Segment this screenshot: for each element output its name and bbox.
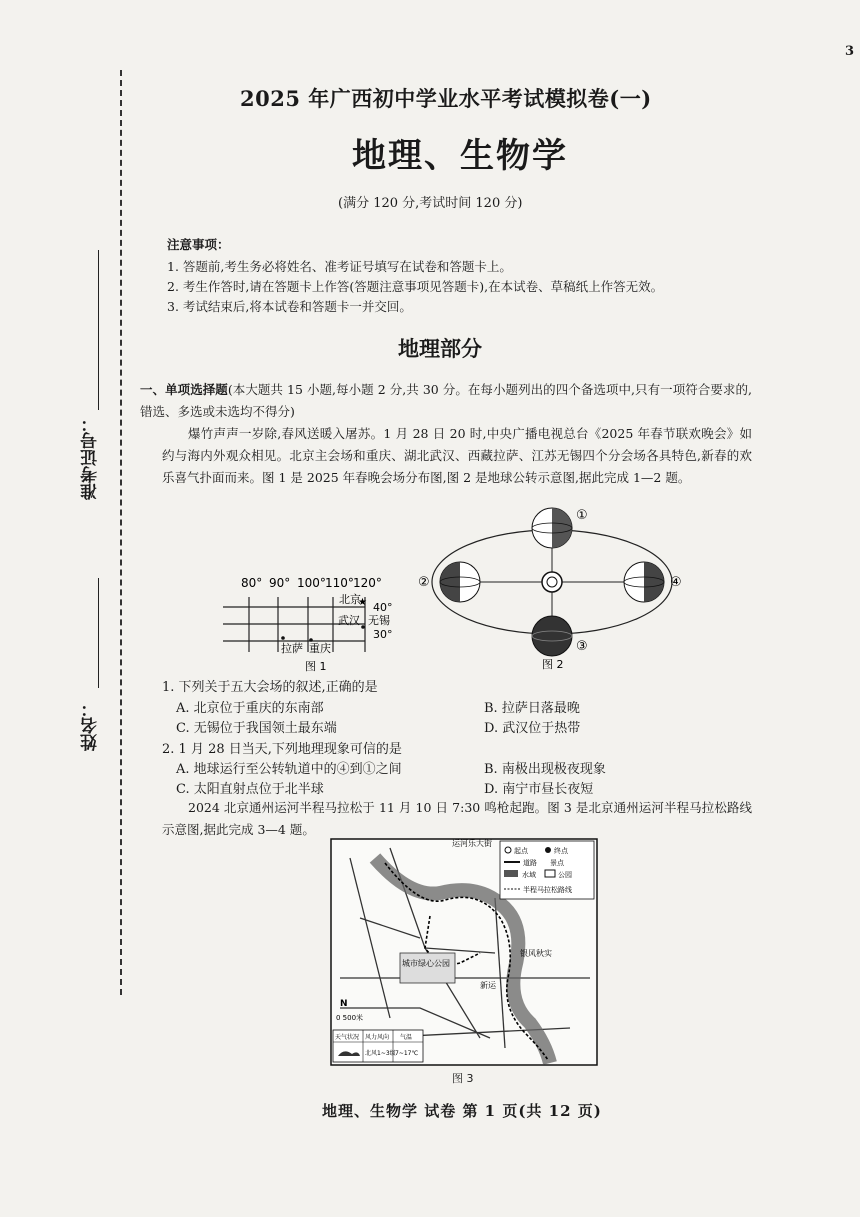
q2-option-c: C. 太阳直射点位于北半球 (176, 782, 324, 797)
north-arrow-icon: N (340, 999, 348, 1009)
q2-option-d: D. 南宁市昼长夜短 (484, 782, 594, 797)
lat-label-40: 40° (373, 601, 393, 614)
city-wuhan: 武汉 (338, 614, 360, 627)
earth-position-4 (624, 562, 664, 602)
legend-spot: 景点 (550, 859, 564, 867)
binding-dashed-line (120, 70, 122, 995)
label-1: ① (576, 508, 588, 523)
figure-1-map (215, 572, 415, 674)
label-3: ③ (576, 639, 588, 654)
name-label: 姓名： (81, 700, 101, 751)
part1-rule: (本大题共 15 小题,每小题 2 分,共 30 分。在每小题列出的四个备选项中,只有一项符合要求的,错选、多选或未选均不得分) (140, 382, 752, 419)
weather-h1: 天气状况 (335, 1034, 360, 1041)
question-1-stem: 1. 下列关于五大会场的叙述,正确的是 (162, 680, 378, 695)
label-canal-street: 运河乐大街 (452, 839, 492, 848)
lon-label-110: 110° (325, 576, 354, 590)
q1-option-c: C. 无锡位于我国领土最东端 (176, 721, 337, 736)
weather-h2: 风力风向 (365, 1034, 390, 1041)
weather-temp: 7~17℃ (395, 1050, 419, 1057)
label-yinfeng: 银风秋实 (520, 949, 552, 958)
label-4: ④ (670, 575, 682, 590)
score-time: (满分 120 分,考试时间 120 分) (338, 196, 523, 211)
q1-option-b: B. 拉萨日落最晚 (484, 701, 580, 716)
scale-label: 0 500米 (336, 1014, 364, 1022)
q1-option-d: D. 武汉位于热带 (484, 721, 581, 736)
legend-end: 终点 (554, 847, 568, 855)
legend-start: 起点 (514, 847, 528, 855)
q2-option-a: A. 地球运行至公转轨道中的④到①之间 (176, 762, 402, 777)
city-wuxi: 无锡 (368, 614, 390, 627)
ticket-line (98, 250, 99, 410)
figure-2-caption: 图 2 (542, 658, 564, 671)
city-beijing-star: ★ (358, 597, 367, 608)
figure-2-orbit (412, 500, 702, 672)
notice-title: 注意事项： (167, 237, 230, 252)
notice-item-2: 2. 考生作答时,请在答题卡上作答(答题注意事项见答题卡),在本试卷、草稿纸上作答无效。 (167, 279, 664, 294)
lon-label-90: 90° (269, 576, 291, 590)
city-wuxi-dot (361, 625, 365, 629)
ticket-number-label: 准考证号： (81, 415, 101, 500)
label-green-park: 城市绿心公园 (402, 959, 450, 968)
earth-position-3 (532, 616, 572, 656)
figure-1-caption: 图 1 (305, 660, 327, 673)
subject-title: 地理、生物学 (352, 136, 568, 176)
lon-label-120: 120° (353, 576, 382, 590)
q2-option-b: B. 南极出现极夜现象 (484, 762, 606, 777)
notice-item-1: 1. 答题前,考生务必将姓名、准考证号填写在试卷和答题卡上。 (167, 259, 512, 274)
q1-option-a: A. 北京位于重庆的东南部 (176, 701, 324, 716)
exam-title: 2025 年广西初中学业水平考试模拟卷(一) (240, 86, 652, 111)
passage-2: 2024 北京通州运河半程马拉松于 11 月 10 日 7:30 鸣枪起跑。图 3 是北京通州运河半程马拉松路线示意图,据此完成 3—4 题。 (162, 800, 752, 837)
corner-mark: 3 (844, 44, 854, 59)
part1-lead: 一、单项选择题 (140, 382, 228, 397)
part1-instruction (140, 379, 752, 423)
lat-label-30: 30° (373, 628, 393, 641)
name-line-top (98, 578, 99, 688)
label-2: ② (418, 575, 430, 590)
earth-position-2 (440, 562, 480, 602)
weather-table (333, 1030, 423, 1062)
legend-route: 半程马拉松路线 (523, 886, 572, 894)
notice-item-3: 3. 考试结束后,将本试卷和答题卡一并交回。 (167, 299, 412, 314)
city-lasa-dot (281, 636, 285, 640)
legend-water: 水域 (522, 871, 536, 879)
passage-1: 爆竹声声一岁除,春风送暖入屠苏。1 月 28 日 20 时,中央广播电视总台《2025 年春节联欢晚会》如约与海内外观众相见。北京主会场和重庆、湖北武汉、西藏拉萨、江苏无锡四个分会场各具特色,新春的欢乐喜气扑面而来。图 1 是 2025 年春晚会场分布图,图 2 是地球公转示意图,据此完成 1—2 题。 (162, 426, 752, 485)
lon-label-80: 80° (241, 576, 263, 590)
legend-road: 道路 (523, 859, 537, 867)
park-area (400, 953, 455, 983)
section-title: 地理部分 (398, 337, 482, 361)
lon-label-100: 100° (297, 576, 326, 590)
city-chongqing: 重庆 (309, 642, 331, 655)
label-xinyun: 新运 (480, 981, 496, 990)
legend-park: 公园 (558, 871, 572, 879)
weather-wind: 北风1~3级 (365, 1050, 396, 1057)
question-2-stem: 2. 1 月 28 日当天,下列地理现象可信的是 (162, 742, 402, 757)
page-footer: 地理、生物学 试卷 第 1 页(共 12 页) (322, 1102, 602, 1120)
figure-3-route-map (330, 838, 600, 1068)
city-lasa: 拉萨 (281, 642, 303, 655)
earth-position-1 (532, 508, 572, 548)
weather-h3: 气温 (400, 1034, 413, 1041)
figure-3-caption: 图 3 (452, 1072, 474, 1085)
city-beijing: 北京 (339, 593, 361, 606)
